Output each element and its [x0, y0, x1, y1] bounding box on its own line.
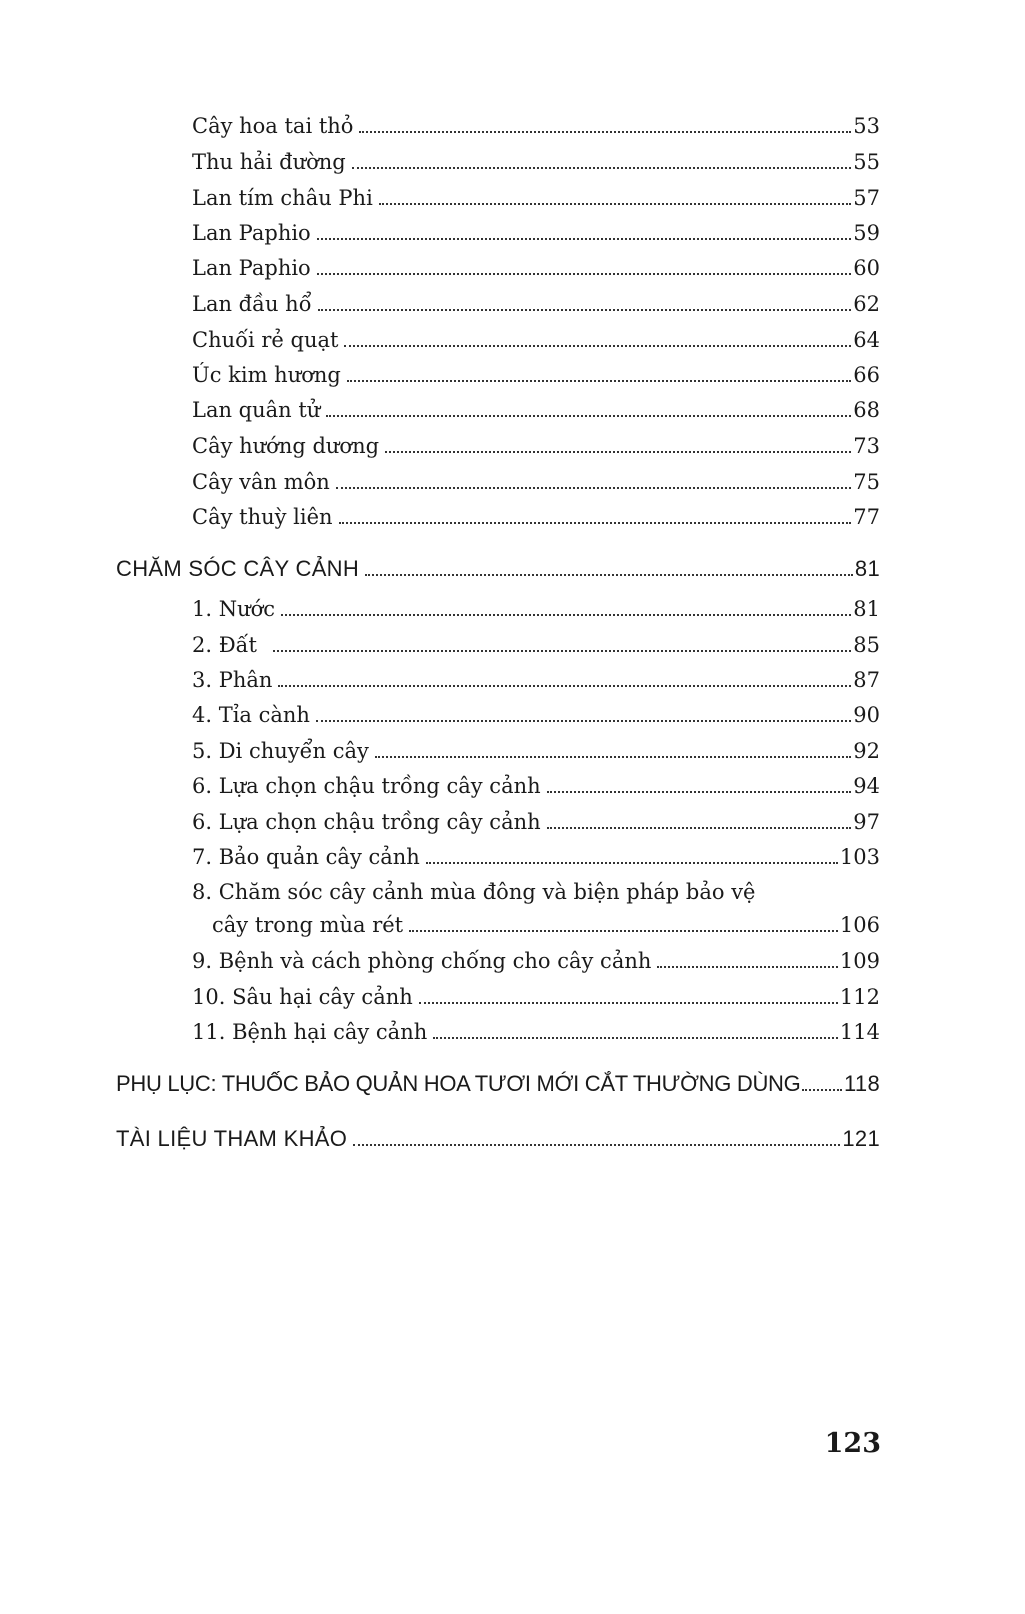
toc-entry[interactable]: [192, 633, 880, 663]
toc-entry-page: 55: [853, 150, 880, 174]
dot-leader: [317, 273, 852, 275]
toc-entry-page: 87: [853, 668, 880, 692]
toc-entry-page: 94: [853, 774, 880, 798]
toc-entry[interactable]: [192, 150, 880, 180]
toc-entry-label: 9. Bệnh và cách phòng chống cho cây cảnh: [192, 949, 652, 973]
toc-entry[interactable]: [192, 186, 880, 216]
toc-entry[interactable]: [192, 470, 880, 500]
dot-leader: [347, 380, 851, 382]
dot-leader: [657, 966, 838, 968]
toc-entry-page: 77: [853, 505, 880, 529]
dot-leader: [326, 415, 851, 417]
toc-entry-page: 59: [853, 221, 880, 245]
dot-leader: [344, 345, 851, 347]
toc-entry[interactable]: [192, 434, 880, 464]
toc-entry-page: 114: [839, 1020, 880, 1044]
toc-section-page: 121: [842, 1126, 880, 1151]
toc-entry-page: 57: [853, 186, 880, 210]
toc-entry-page: 81: [853, 597, 880, 621]
dot-leader: [547, 791, 852, 793]
toc-entry-label: 7. Bảo quản cây cảnh: [192, 845, 420, 869]
toc-entry-page: 75: [853, 470, 880, 494]
toc-entry[interactable]: [192, 221, 880, 251]
dot-leader: [278, 685, 851, 687]
toc-section-label: TÀI LIỆU THAM KHẢO: [116, 1126, 348, 1151]
dot-leader: [385, 451, 851, 453]
toc-entry-label: 2. Đất: [192, 633, 257, 657]
toc-entry[interactable]: [192, 845, 880, 875]
page-number: 123: [824, 1428, 881, 1459]
toc-entry[interactable]: [192, 668, 880, 698]
toc-entry-label: Cây thuỳ liên: [192, 505, 333, 529]
toc-entry-label: Cây hướng dương: [192, 434, 380, 458]
toc-entry-page: 53: [853, 114, 880, 138]
toc-section-page: 118: [844, 1071, 880, 1096]
toc-entry[interactable]: [192, 810, 880, 840]
toc-entry-page: 62: [853, 292, 880, 316]
toc-entry[interactable]: [192, 985, 880, 1015]
toc-entry-label: 6. Lựa chọn chậu trồng cây cảnh: [192, 810, 541, 834]
toc-entry[interactable]: [192, 1020, 880, 1050]
dot-leader: [409, 930, 838, 932]
toc-entry-label: Cây hoa tai thỏ: [192, 114, 354, 138]
toc-entry[interactable]: [192, 292, 880, 322]
toc-entry[interactable]: [192, 703, 880, 733]
toc-entry-label: 3. Phân: [192, 668, 273, 692]
toc-section-page: 81: [854, 556, 880, 581]
toc-entry-label: Cây vân môn: [192, 470, 330, 494]
dot-leader: [318, 309, 852, 311]
toc-entry-page: 60: [853, 256, 880, 280]
toc-entry-label: Lan tím châu Phi: [192, 186, 373, 210]
toc-entry-page: 106: [839, 913, 880, 937]
toc-entry-page: 66: [853, 363, 880, 387]
toc-section-label: CHĂM SÓC CÂY CẢNH: [116, 556, 360, 581]
dot-leader: [365, 574, 853, 576]
dot-leader: [419, 1002, 838, 1004]
toc-entry[interactable]: [192, 363, 880, 393]
toc-entry-page: 64: [853, 328, 880, 352]
toc-entry-page: 90: [853, 703, 880, 727]
toc-entry-page: 97: [853, 810, 880, 834]
toc-entry-label: Chuối rẻ quạt: [192, 328, 339, 352]
toc-entry-page: 103: [839, 845, 880, 869]
toc-entry[interactable]: [192, 597, 880, 627]
dot-leader: [802, 1089, 842, 1091]
toc-section-references[interactable]: [116, 1126, 880, 1156]
toc-entry-label: Úc kim hương: [192, 363, 341, 387]
toc-entry[interactable]: [192, 114, 880, 144]
dot-leader: [353, 1144, 840, 1146]
toc-entry-page: 85: [853, 633, 880, 657]
toc-entry[interactable]: [192, 949, 880, 979]
toc-section-label: PHỤ LỤC: THUỐC BẢO QUẢN HOA TƯƠI MỚI CẮT THƯỜNG DÙNG: [116, 1071, 801, 1096]
toc-entry-first-line[interactable]: 8. Chăm sóc cây cảnh mùa đông và biện pháp bảo vệ: [192, 880, 756, 904]
dot-leader: [281, 614, 851, 616]
dot-leader: [359, 131, 851, 133]
dot-leader: [433, 1037, 838, 1039]
toc-entry[interactable]: [192, 398, 880, 428]
dot-leader: [379, 203, 851, 205]
toc-entry[interactable]: [192, 739, 880, 769]
toc-entry-label: 1. Nước: [192, 597, 276, 621]
toc-entry-page: 73: [853, 434, 880, 458]
toc-entry[interactable]: [192, 505, 880, 535]
dot-leader: [273, 650, 851, 652]
toc-entry[interactable]: [192, 256, 880, 286]
dot-leader: [426, 862, 838, 864]
dot-leader: [547, 827, 852, 829]
toc-entry-label: Lan quân tử: [192, 398, 321, 422]
toc-entry-label: Thu hải đường: [192, 150, 346, 174]
dot-leader: [375, 756, 851, 758]
toc-entry-page: 112: [839, 985, 880, 1009]
toc-entry[interactable]: [192, 328, 880, 358]
toc-entry-page: 92: [853, 739, 880, 763]
toc-entry-label: Lan Paphio: [192, 256, 311, 280]
dot-leader: [317, 238, 852, 240]
dot-leader: [316, 720, 851, 722]
toc-entry-label: 4. Tỉa cành: [192, 703, 310, 727]
toc-section-appendix[interactable]: [116, 1071, 880, 1101]
dot-leader: [336, 487, 851, 489]
toc-entry[interactable]: [192, 774, 880, 804]
toc-entry-label: 10. Sâu hại cây cảnh: [192, 985, 413, 1009]
toc-entry-label: Lan đầu hổ: [192, 292, 312, 316]
toc-entry-label: 11. Bệnh hại cây cảnh: [192, 1020, 428, 1044]
toc-entry-label: 6. Lựa chọn chậu trồng cây cảnh: [192, 774, 541, 798]
toc-entry-label: Lan Paphio: [192, 221, 311, 245]
dot-leader: [352, 167, 852, 169]
toc-entry[interactable]: [212, 913, 880, 943]
toc-entry-page: 68: [853, 398, 880, 422]
toc-entry-page: 109: [839, 949, 880, 973]
toc-entry-label: 5. Di chuyển cây: [192, 739, 369, 763]
toc-entry-label: cây trong mùa rét: [212, 913, 404, 937]
toc-section-care[interactable]: [116, 556, 880, 586]
dot-leader: [339, 522, 852, 524]
